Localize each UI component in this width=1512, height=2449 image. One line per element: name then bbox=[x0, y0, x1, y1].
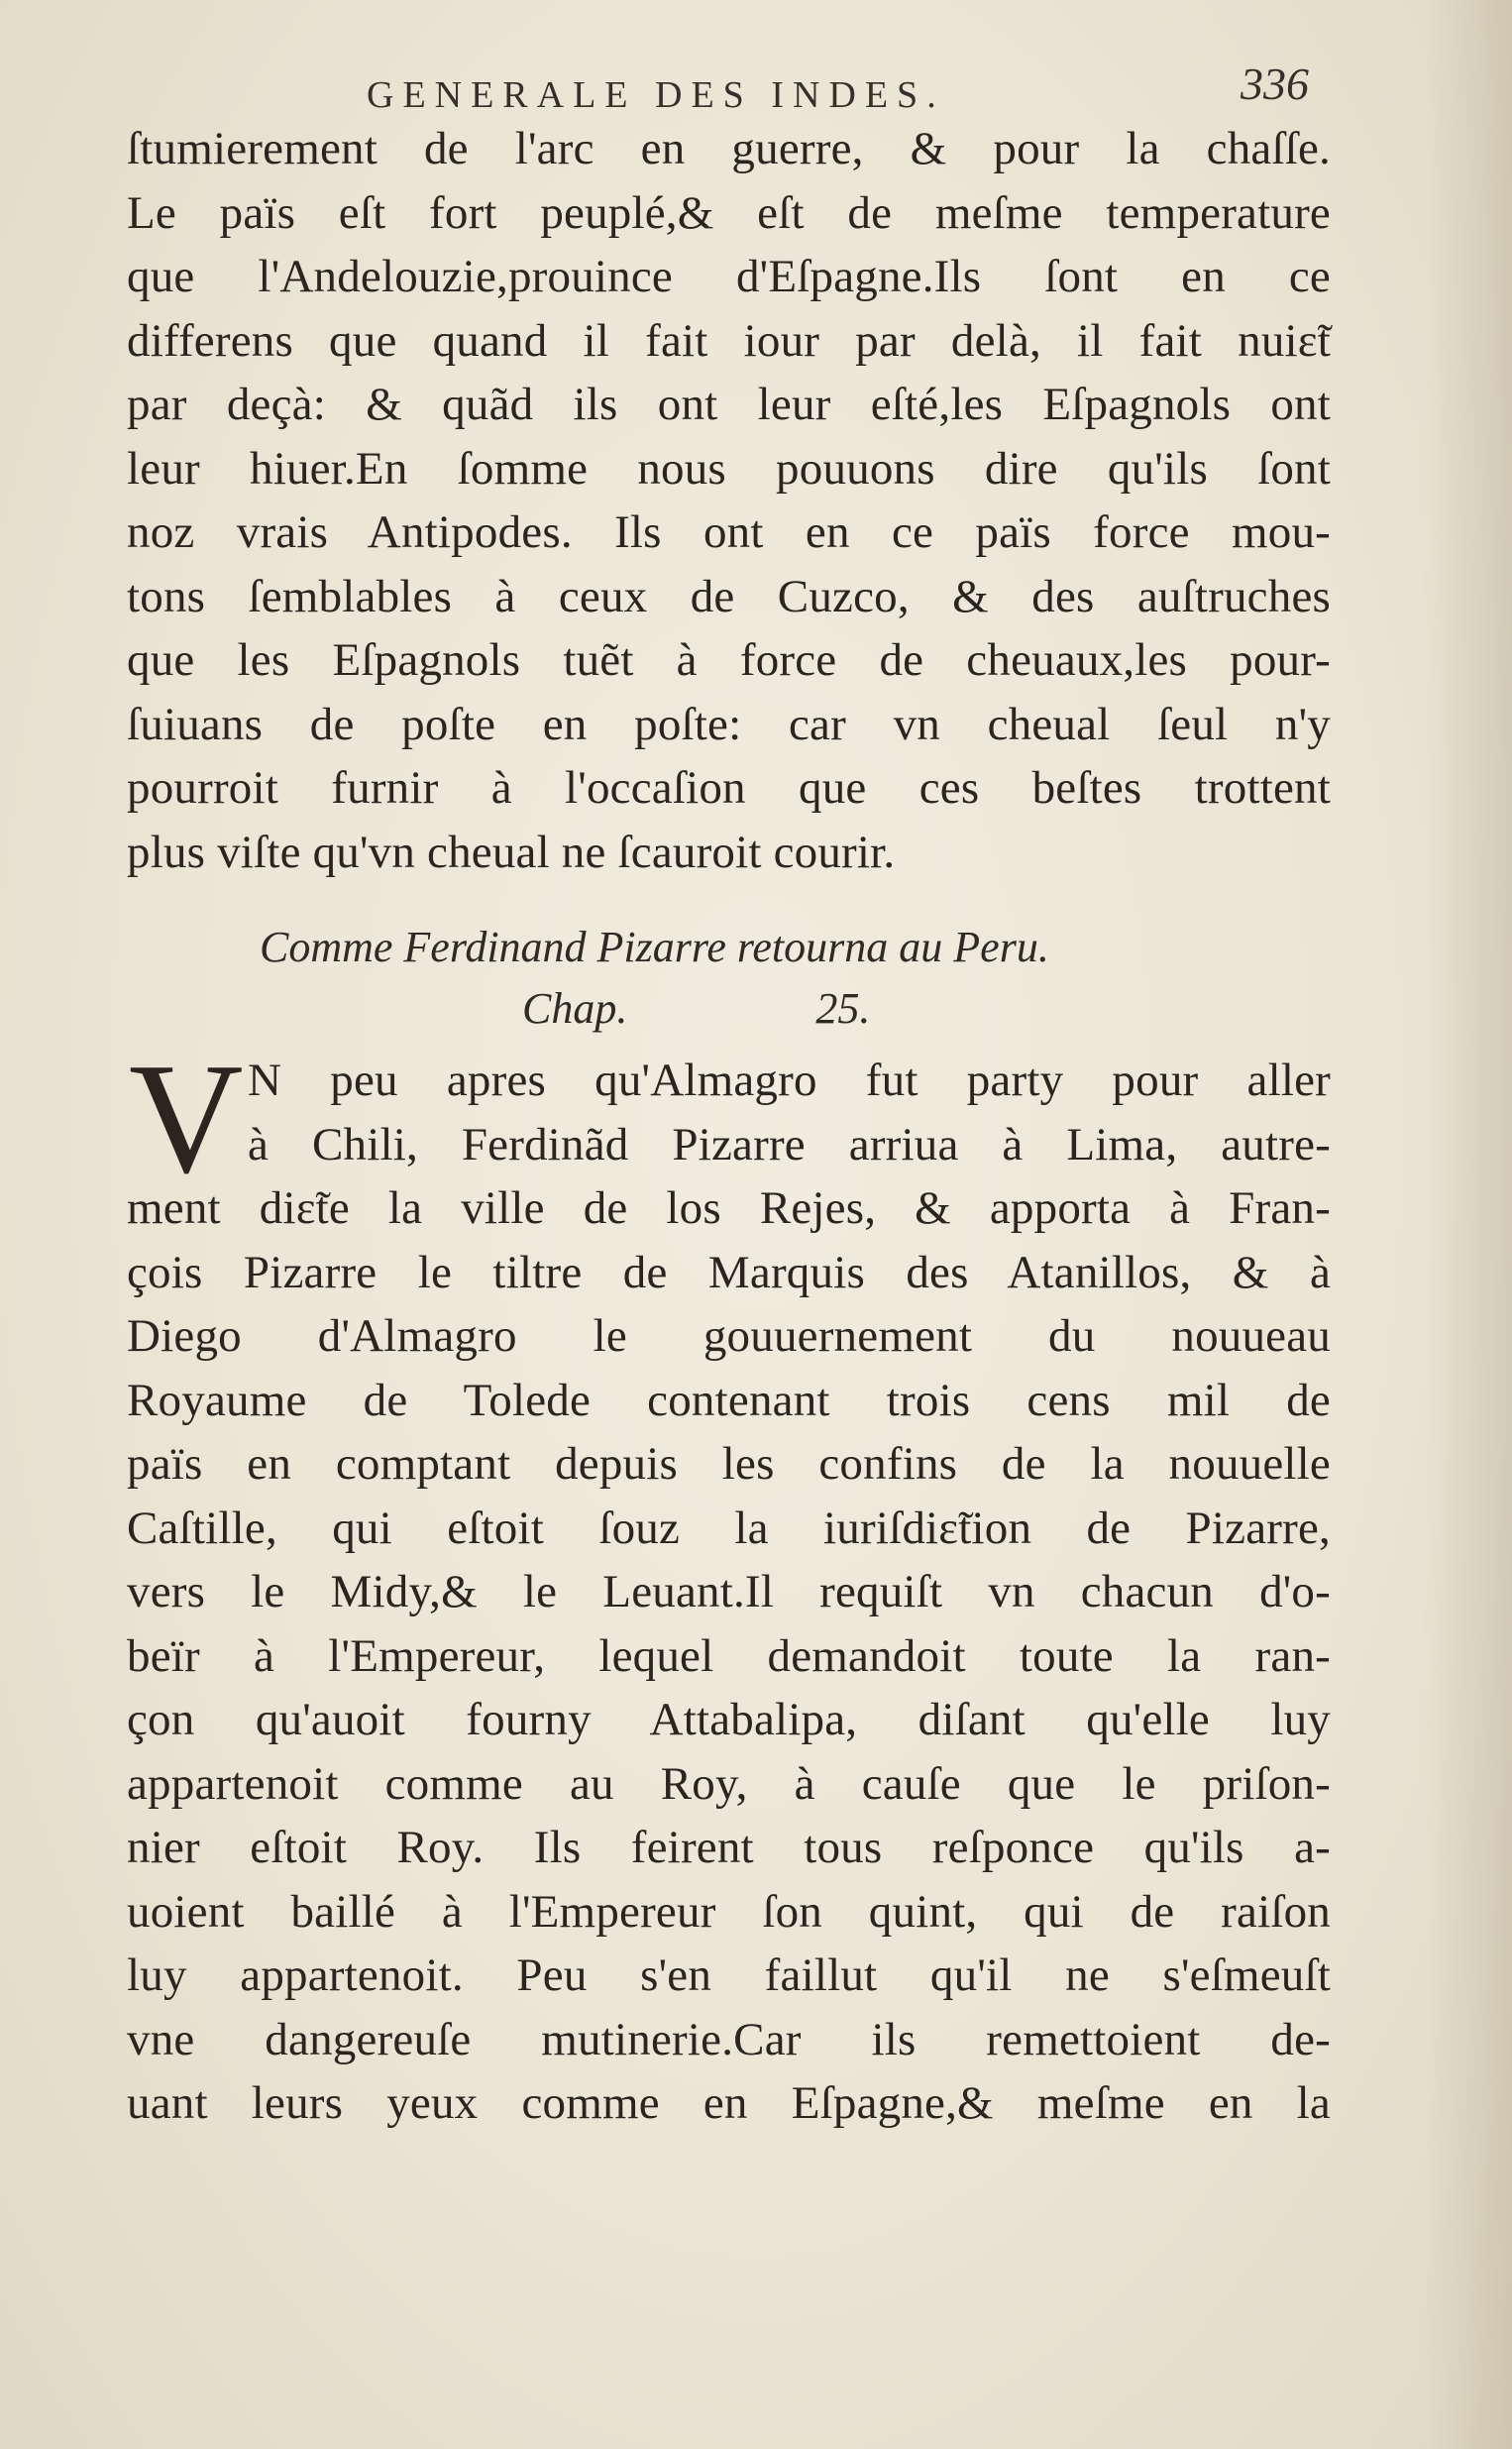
text-line: Royaume de Tolede contenant trois cens mil de bbox=[127, 1374, 1331, 1426]
text-line: çon qu'auoit fourny Attabalipa, diſant qu'elle luy bbox=[127, 1694, 1331, 1745]
text-line: noz vrais Antipodes. Ils ont en ce païs force mou- bbox=[127, 506, 1331, 558]
text-line: ment diɛ̃te la ville de los Rejes, & apporta à Fran- bbox=[127, 1182, 1331, 1234]
chapter-number: 25. bbox=[815, 984, 871, 1033]
chapter-heading bbox=[260, 917, 1191, 1040]
chapter-body bbox=[127, 1030, 1331, 2136]
chapter-title: Comme Ferdinand Pizarre retourna au Peru. bbox=[260, 923, 1049, 971]
text-line: par deçà: & quãd ils ont leur eſté,les Eſpagnols ont bbox=[127, 379, 1331, 430]
text-line: nier eſtoit Roy. Ils feirent tous reſponce qu'ils a- bbox=[127, 1822, 1331, 1873]
text-line: Diego d'Almagro le gouuernement du nouueau bbox=[127, 1310, 1331, 1362]
text-line: luy appartenoit. Peu s'en faillut qu'il ne s'eſmeuſt bbox=[127, 1949, 1331, 2001]
text-line: beïr à l'Empereur, lequel demandoit toute la ran- bbox=[127, 1629, 1331, 1682]
text-line: ſuiuans de poſte en poſte: car vn cheual ſeul n'y bbox=[127, 698, 1331, 750]
text-line: uoient baillé à l'Empereur ſon quint, qui de raiſon bbox=[127, 1885, 1331, 1938]
drop-cap: V bbox=[129, 1030, 244, 1206]
text-line: leur hiuer.En ſomme nous pouuons dire qu'ils ſont bbox=[127, 442, 1331, 495]
text-line: differens que quand il fait iour par delà, il fait nuiɛ̃t bbox=[127, 314, 1331, 367]
text-line: uant leurs yeux comme en Eſpagne,& meſme en la bbox=[127, 2077, 1331, 2129]
text-line: çois Pizarre le tiltre de Marquis des Atanillos, & à bbox=[127, 1246, 1331, 1298]
chapter-label: Chap. bbox=[522, 984, 628, 1033]
text-line: que l'Andelouzie,prouince d'Eſpagne.Ils ſont en ce bbox=[127, 251, 1331, 302]
page-edge-shadow bbox=[1423, 0, 1512, 2449]
text-line: N peu apres qu'Almagro fut party pour aller bbox=[248, 1055, 1331, 1106]
running-head: GENERALE DES INDES. bbox=[367, 74, 945, 116]
text-line: plus viſte qu'vn cheual ne ſcauroit courir. bbox=[127, 826, 896, 878]
top-paragraph bbox=[127, 117, 1331, 884]
text-line: que les Eſpagnols tuẽt à force de cheuaux,les pour- bbox=[127, 634, 1331, 686]
chapter-label-line bbox=[260, 978, 1191, 1040]
text-line: vers le Midy,& le Leuant.Il requiſt vn chacun d'o- bbox=[127, 1566, 1331, 1617]
page-number: 336 bbox=[1241, 58, 1309, 109]
text-line: tons ſemblables à ceux de Cuzco, & des auſtruches bbox=[127, 570, 1331, 622]
text-line: à Chili, Ferdinãd Pizarre arriua à Lima, autre- bbox=[248, 1118, 1331, 1170]
text-line: pourroit furnir à l'occaſion que ces beſtes trottent bbox=[127, 762, 1331, 814]
text-line: vne dangereuſe mutinerie.Car ils remettoient de- bbox=[127, 2013, 1331, 2065]
text-line: Le païs eſt fort peuplé,& eſt de meſme temperature bbox=[127, 186, 1331, 239]
text-line: païs en comptant depuis les confins de la nouuelle bbox=[127, 1438, 1331, 1490]
text-line: ſtumierement de l'arc en guerre, & pour la chaſſe. bbox=[127, 123, 1331, 174]
text-line: appartenoit comme au Roy, à cauſe que le priſon- bbox=[127, 1757, 1331, 1810]
text-line: Caſtille, qui eſtoit ſouz la iuriſdiɛ̃tion de Pizarre, bbox=[127, 1502, 1331, 1554]
